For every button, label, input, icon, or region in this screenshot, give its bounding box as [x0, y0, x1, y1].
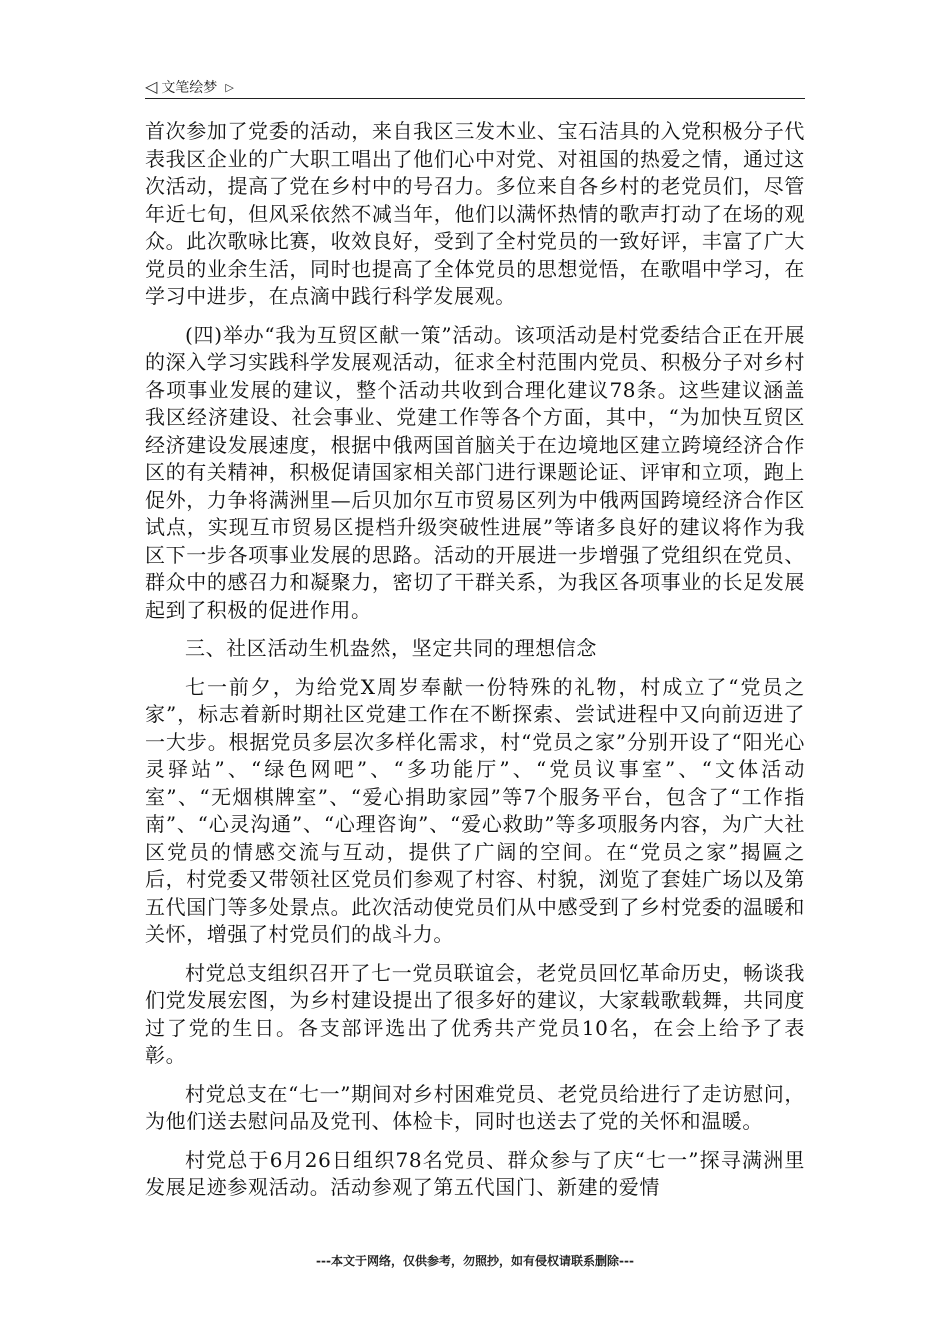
triangle-right-icon: ▷ [225, 80, 234, 94]
paragraph-continuation: 首次参加了党委的活动，来自我区三发木业、宝石洁具的入党积极分子代表我区企业的广大职工唱出了他们心中对党、对祖国的热爱之情，通过这次活动，提高了党在乡村中的号召力。多位来自各乡村的老党员们，尽管年近七旬，但风采依然不减当年，他们以满怀热情的歌声打动了在场的观众。此次歌咏比赛，收效良好，受到了全村党员的一致好评，丰富了广大党员的业余生活，同时也提高了全体党员的思想觉悟，在歌唱中学习，在学习中进步，在点滴中践行科学发展观。 [145, 119, 805, 308]
paragraph-activity-four: (四)举办“我为互贸区献一策”活动。该项活动是村党委结合正在开展的深入学习实践科学发展观活动，征求全村范围内党员、积极分子对乡村各项事业发展的建议，整个活动共收到合理化建议78条。这些建议涵盖我区经济建设、社会事业、党建工作等各个方面，其中，“为加快互贸区经济建设发展速度，根据中俄两国首脑关于在边境地区建立跨境经济合作区的有关精神，积极促请国家相关部门进行课题论证、评审和立项，跑上促外，力争将满洲里—后贝加尔互市贸易区列为中俄两国跨境经济合作区试点，实现互市贸易区提档升级突破性进展”等诸多良好的建议将作为我区下一步各项事业发展的思路。活动的开展进一步增强了党组织在党员、群众中的感召力和凝聚力，密切了干群关系，为我区各项事业的长足发展起到了积极的促进作用。 [145, 322, 805, 622]
header-divider [145, 98, 805, 99]
page-header [145, 76, 805, 98]
paragraph-july-first-gathering: 村党总支组织召开了七一党员联谊会，老党员回忆革命历史，畅谈我们党发展宏图，为乡村建设提出了很多好的建议，大家载歌载舞，共同度过了党的生日。各支部评选出了优秀共产党员10名，在会上给予了表彰。 [145, 960, 805, 1067]
document-body [145, 118, 805, 1213]
paragraph-party-home: 七一前夕，为给党X周岁奉献一份特殊的礼物，村成立了“党员之家”，标志着新时期社区党建工作在不断探索、尝试进程中又向前迈进了一大步。根据党员多层次多样化需求，村“党员之家”分别开设了“阳光心灵驿站”、“绿色网吧”、“多功能厅”、“党员议事室”、“文体活动室”、“无烟棋牌室”、“爱心捐助家园”等7个服务平台，包含了“工作指南”、“心灵沟通”、“心理咨询”、“爱心救助”等多项服务内容，为广大社区党员的情感交流与互动，提供了广阔的空间。在“党员之家”揭匾之后，村党委又带领社区党员们参观了村容、村貌，浏览了套娃广场以及第五代国门等多处景点。此次活动使党员们从中感受到了乡村党委的温暖和关怀，增强了村党员们的战斗力。 [145, 674, 805, 946]
paragraph-tour: 村党总于6月26日组织78名党员、群众参与了庆“七一”探寻满洲里发展足迹参观活动。活动参观了第五代国门、新建的爱情 [145, 1147, 805, 1199]
triangle-left-icon: ◁ [145, 77, 158, 96]
header-title: 文笔绘梦 [161, 80, 218, 96]
section-heading-three: 三、社区活动生机盎然，坚定共同的理想信念 [185, 636, 597, 660]
footer-disclaimer: ---本文于网络，仅供参考，勿照抄，如有侵权请联系删除--- [316, 1254, 634, 1268]
paragraph-visits: 村党总支在“七一”期间对乡村困难党员、老党员给进行了走访慰问，为他们送去慰问品及党刊、体检卡，同时也送去了党的关怀和温暖。 [145, 1081, 805, 1133]
